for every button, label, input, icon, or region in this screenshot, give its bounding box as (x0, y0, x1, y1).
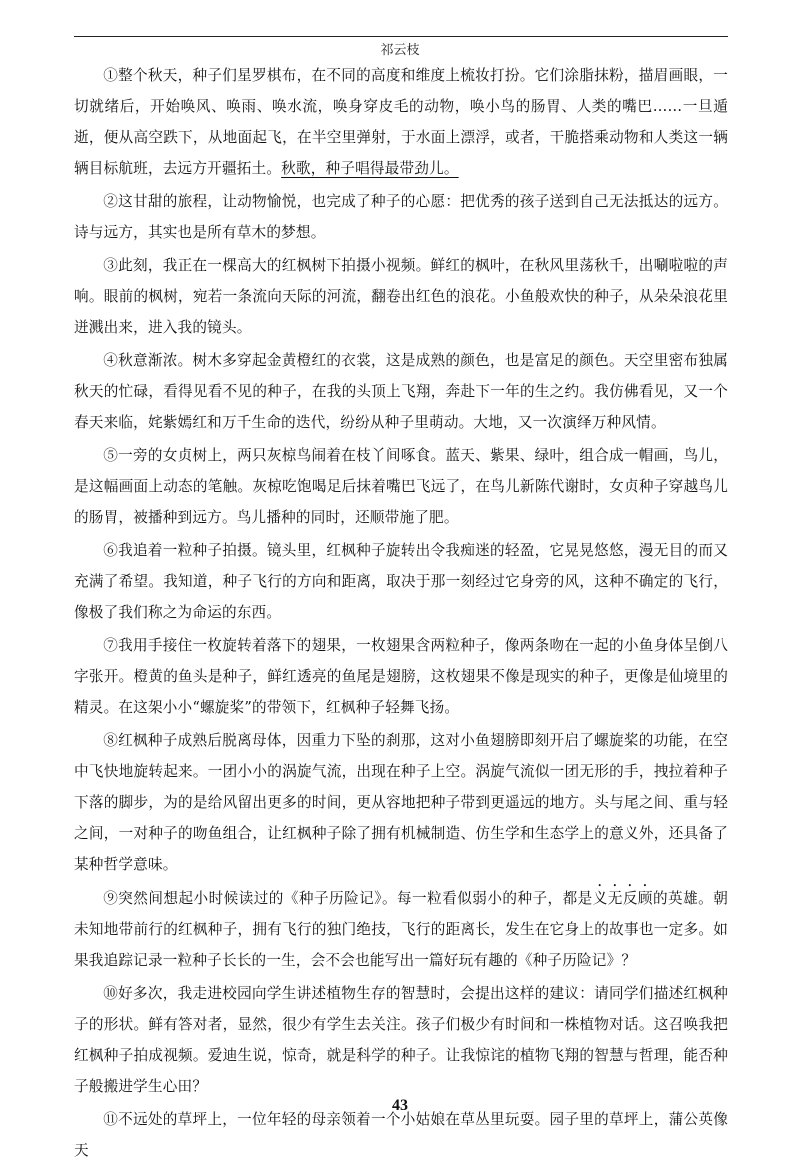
header-rule (74, 36, 728, 37)
paragraph-8: ⑧红枫种子成熟后脱离母体，因重力下坠的刹那，这对小鱼翅膀即刻开启了螺旋桨的功能，在空中飞快地旋转起来。一团小小的涡旋气流，出现在种子上空。涡旋气流似一团无形的手，拽拉着种子下落的脚步，为的是给风留出更多的时间，更从容地把种子带到更遥远的地方。头与尾之间、重与轻之间，一对种子的吻鱼组合，让红枫种子除了拥有机械制造、仿生学和生态学上的意义外，还具备了某种哲学意味。 (74, 732, 728, 873)
paragraph-2: ②这甘甜的旅程，让动物愉悦，也完成了种子的心愿：把优秀的孩子送到自己无法抵达的远方。诗与远方，其实也是所有草木的梦想。 (74, 193, 728, 241)
paragraph-1 (74, 60, 728, 184)
paragraph-1-text: ①整个秋天，种子们星罗棋布，在不同的高度和维度上梳妆打扮。它们涂脂抹粉，描眉画眼，一切就绪后，开始唤风、唤雨、唤水流，唤身穿皮毛的动物，唤小鸟的肠胃、人类的嘴巴……一旦遁逝，便从高空跌下，从地面起飞，在半空里弹射，于水面上漂浮，或者，干脆搭乘动物和人类这一辆辆目标航班，去远方开疆拓土。 (74, 67, 728, 177)
underlined-sentence: 秋歌，种子唱得最带劲儿。 (281, 160, 459, 177)
paragraph-4: ④秋意渐浓。树木多穿起金黄橙红的衣裳，这是成熟的颜色，也是富足的颜色。天空里密布独属秋天的忙碌，看得见看不见的种子，在我的头顶上飞翔，奔赴下一年的生之约。我仿佛看见，又一个春天来临，姹紫嫣红和万千生命的迭代，纷纷从种子里萌动。大地，又一次演绎万种风情。 (74, 352, 728, 431)
paragraph-10: ⑩好多次，我走进校园向学生讲述植物生存的智慧时，会提出这样的建议：请同学们描述红枫种子的形状。鲜有答对者，显然，很少有学生去关注。孩子们极少有时间和一株植物对话。这召唤我把红枫种子拍成视频。爱迪生说，惊奇，就是科学的种子。让我惊诧的植物飞翔的智慧与哲理，能否种子般搬进学生心田？ (74, 985, 728, 1095)
author-name: 祁云枝 (380, 43, 420, 58)
paragraph-9-text-b: 的英雄。朝未知地带前行的红枫种子，拥有飞行的独门绝技，飞行的距离长，发生在它身上的故事也一定多。如果我追踪记录一粒种子长长的一生，会不会也能写出一篇好玩有趣的《种子历险记》？ (74, 890, 728, 969)
page-number: 43 (392, 1097, 408, 1114)
paragraph-11: ⑪不远处的草坪上，一位年轻的母亲领着一个小姑娘在草丛里玩耍。园子里的草坪上，蒲公英像天 (74, 1111, 728, 1159)
paragraph-5: ⑤一旁的女贞树上，两只灰椋鸟闹着在枝丫间啄食。蓝天、紫果、绿叶，组合成一帽画，鸟儿，是这幅画面上动态的笔触。灰椋吃饱喝足后抹着嘴巴飞远了，在鸟儿新陈代谢时，女贞种子穿越鸟儿的肠胃，被播种到远方。鸟儿播种的同时，还顺带施了肥。 (74, 447, 728, 526)
paragraph-9-text-a: ⑨突然间想起小时候读过的《种子历险记》。每一粒看似弱小的种子，都是 (103, 890, 593, 907)
emphasized-phrase: 义无反顾 (592, 890, 653, 907)
paragraph-7: ⑦我用手接住一枚旋转着落下的翅果，一枚翅果含两粒种子，像两条吻在一起的小鱼身体呈倒八字张开。橙黄的鱼头是种子，鲜红透亮的鱼尾是翅膀，这枚翅果不像是现实的种子，更像是仙境里的精灵。在这架小小“螺旋桨”的带领下，红枫种子轻舞飞扬。 (74, 637, 728, 716)
paragraph-9 (74, 882, 728, 976)
article-body (74, 60, 728, 1168)
paragraph-3: ③此刻，我正在一棵高大的红枫树下拍摄小视频。鲜红的枫叶，在秋风里荡秋千，出唰啦啦的声响。眼前的枫树，宛若一条流向天际的河流，翻卷出红色的浪花。小鱼般欢快的种子，从朵朵浪花里迸溅出来，进入我的镜头。 (74, 257, 728, 336)
paragraph-6: ⑥我追着一粒种子拍摄。镜头里，红枫种子旋转出令我痴迷的轻盈，它晃晃悠悠，漫无目的而又充满了希望。我知道，种子飞行的方向和距离，取决于那一刻经过它身旁的风，这种不确定的飞行，像极了我们称之为命运的东西。 (74, 542, 728, 621)
